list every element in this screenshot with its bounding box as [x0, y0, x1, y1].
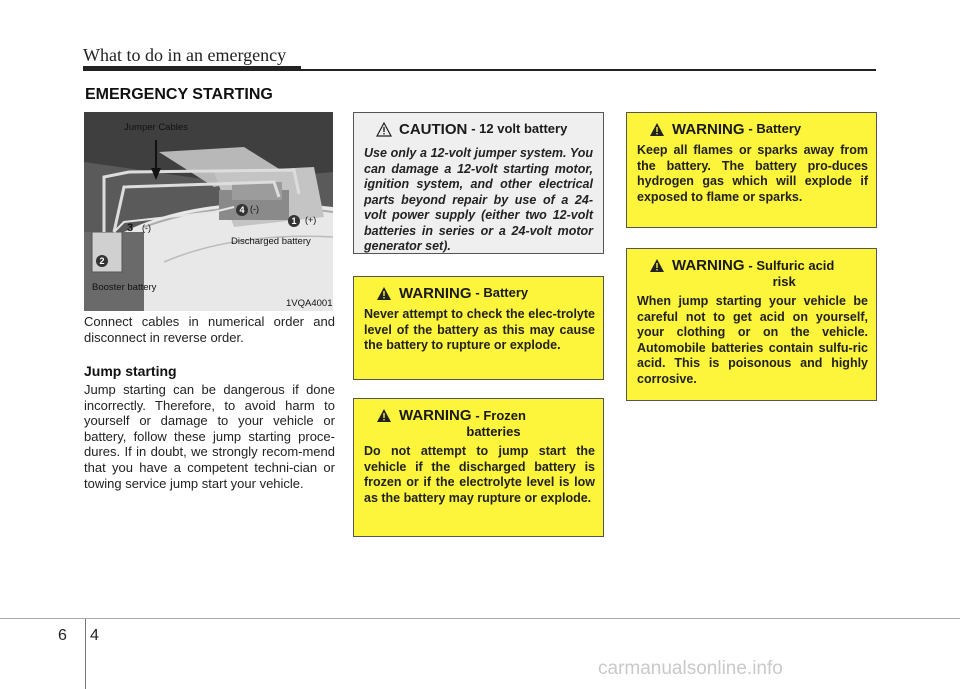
- warning-acid-keyword: WARNING: [672, 257, 745, 274]
- warning-triangle-icon: [649, 258, 665, 273]
- warning-battery-flames-text: Keep all flames or sparks away from the battery. The battery pro-duces hydrogen gas which will explode if exposed to flame or sparks.: [637, 143, 868, 204]
- warning-battery-subtitle: - Battery: [475, 285, 529, 300]
- warning-frozen-box: [353, 398, 604, 537]
- caution-box: [353, 112, 604, 254]
- warning-battery-title: [364, 285, 595, 302]
- caution-subtitle: - 12 volt battery: [471, 121, 568, 136]
- warning-battery-flames-subtitle: - Battery: [748, 121, 802, 136]
- warning-battery-text: Never attempt to check the elec-trolyte level of the battery as this may cause the battery to rupture or explode.: [364, 307, 595, 352]
- header-title: What to do in an emergency: [83, 45, 287, 65]
- footer-divider: [85, 619, 86, 689]
- warning-acid-box: [626, 248, 877, 401]
- intro-text: Connect cables in numerical order and disconnect in reverse order.: [84, 314, 335, 345]
- watermark: carmanualsonline.info: [598, 658, 783, 679]
- label-jumper-cables: Jumper Cables: [124, 122, 188, 133]
- chapter-number: 6: [58, 627, 67, 644]
- caution-triangle-icon: [376, 122, 392, 137]
- caution-title: [364, 121, 593, 138]
- sign-plus-discharged: (+): [305, 215, 317, 225]
- sign-minus-discharged: (-): [250, 204, 259, 214]
- warning-battery-flames-keyword: WARNING: [672, 121, 745, 138]
- warning-battery-flames-box: [626, 112, 877, 228]
- jump-starting-text: Jump starting can be dangerous if done incorrectly. Therefore, to avoid harm to yourself or damage to your vehicle or battery, follow these jump starting proce-dures. If in doubt, we strongly recom-mend that you have a competent techni-cian or towing service jump start your vehicle.: [84, 382, 335, 491]
- warning-battery-keyword: WARNING: [399, 285, 472, 302]
- section-title: EMERGENCY STARTING: [85, 86, 273, 103]
- sign-minus-booster: (-): [142, 223, 151, 233]
- marker-4: 4: [236, 204, 248, 216]
- jump-starting-heading: Jump starting: [84, 363, 177, 379]
- warning-acid-title: [637, 257, 868, 289]
- warning-battery-box: [353, 276, 604, 380]
- label-booster-battery: Booster battery: [92, 282, 157, 293]
- caution-keyword: CAUTION: [399, 121, 468, 138]
- label-discharged-battery: Discharged battery: [231, 236, 311, 247]
- header-rule: [83, 69, 876, 71]
- warning-battery-flames-title: [637, 121, 868, 138]
- figure-code: 1VQA4001: [286, 298, 333, 309]
- warning-acid-subtitle: - Sulfuric acid: [748, 258, 835, 273]
- warning-triangle-icon: [649, 122, 665, 137]
- marker-3: 3: [127, 222, 134, 234]
- warning-acid-text: When jump starting your vehicle be careful not to get acid on yourself, your clothing or on the vehicle. Automobile batteries contain sulfu-ric acid. This is poisonous and highly corrosive.: [637, 294, 868, 386]
- marker-2: 2: [96, 255, 108, 267]
- warning-triangle-icon: [376, 408, 392, 423]
- warning-frozen-text: Do not attempt to jump start the vehicle if the discharged battery is frozen or if the electrolyte level is low as the battery may rupture or explode.: [364, 444, 595, 505]
- page-number: 4: [90, 627, 99, 644]
- warning-frozen-subtitle-cont: batteries: [466, 424, 521, 439]
- warning-frozen-keyword: WARNING: [399, 407, 472, 424]
- warning-acid-subtitle-cont: risk: [772, 274, 796, 289]
- caution-text: Use only a 12-volt jumper system. You can damage a 12-volt starting motor, ignition system, and other electrical parts beyond repair by use of a 24-volt power supply (either two 12-volt batteries in series or a 24-volt motor generator set).: [364, 146, 593, 253]
- warning-frozen-title: [364, 407, 595, 439]
- warning-triangle-icon: [376, 286, 392, 301]
- warning-frozen-subtitle: - Frozen: [475, 408, 526, 423]
- jump-start-figure: [84, 112, 333, 311]
- footer-rule: [0, 618, 960, 619]
- marker-1: 1: [288, 215, 300, 227]
